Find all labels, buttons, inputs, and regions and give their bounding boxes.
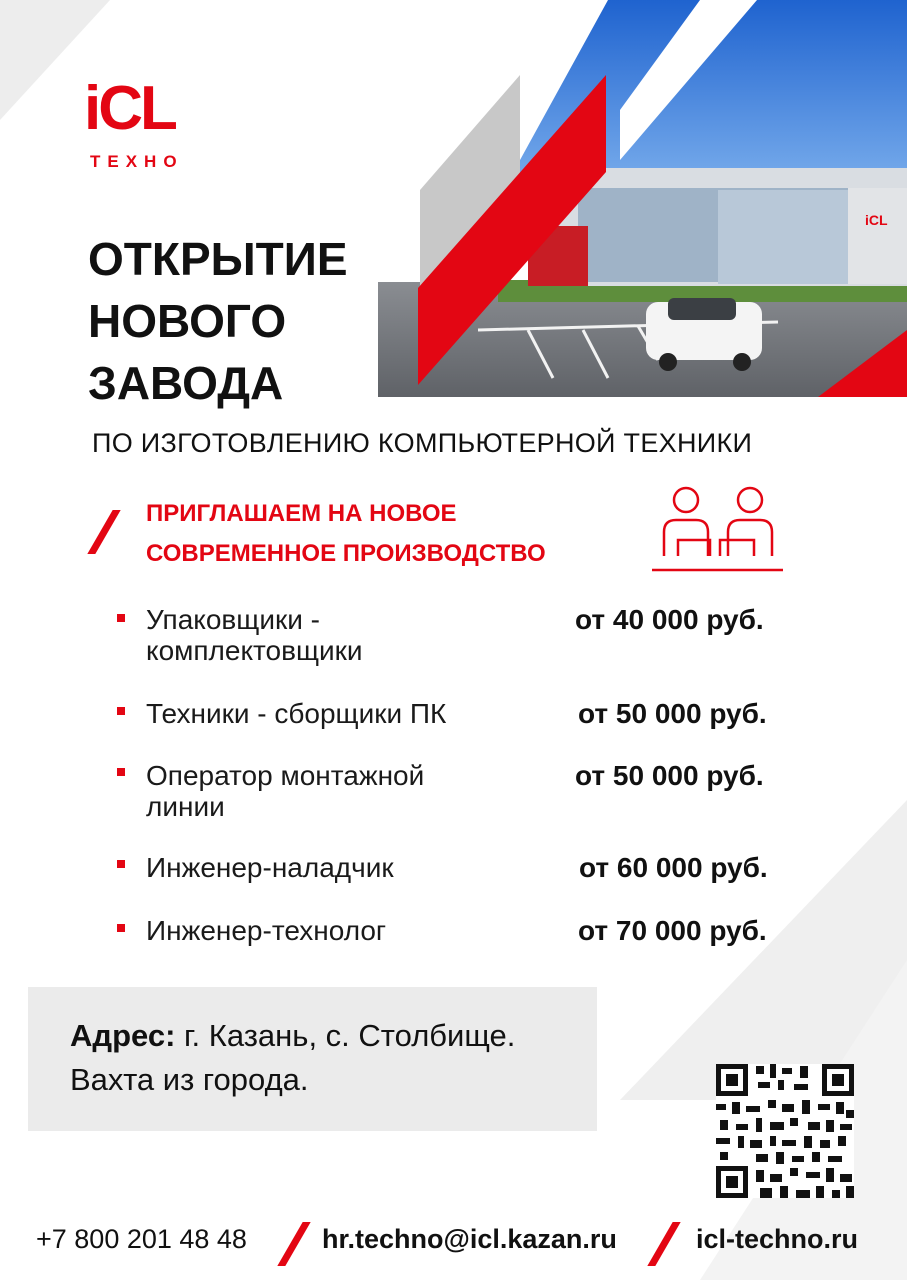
job-title-line: Упаковщики - — [146, 604, 320, 635]
job-title-line: Оператор монтажной — [146, 760, 425, 791]
subtitle: ПО ИЗГОТОВЛЕНИЮ КОМПЬЮТЕРНОЙ ТЕХНИКИ — [92, 428, 753, 458]
job-title-line: Инженер-технолог — [146, 915, 387, 946]
address — [70, 1014, 515, 1102]
bullet — [117, 924, 125, 932]
job-title-line: линии — [146, 791, 225, 822]
address-label: Адрес: — [70, 1018, 176, 1053]
headline-line: НОВОГО — [88, 295, 287, 347]
job-title-line: Техники - сборщики ПК — [146, 698, 447, 729]
two-workers-at-desks-icon — [650, 484, 785, 574]
job-salary: от 50 000 руб. — [575, 760, 764, 791]
logo: iCL — [84, 74, 175, 143]
job-title-line: Инженер-наладчик — [146, 852, 394, 883]
logo-subtitle: ТЕХНО — [90, 152, 184, 171]
job-salary: от 50 000 руб. — [578, 698, 767, 729]
bullet — [117, 860, 125, 868]
headline-line: ЗАВОДА — [88, 357, 284, 409]
invitation-line: ПРИГЛАШАЕМ НА НОВОЕ — [146, 500, 457, 527]
job-title-line: комплектовщики — [146, 635, 363, 666]
phone-number[interactable]: +7 800 201 48 48 — [36, 1224, 247, 1254]
invitation — [146, 494, 546, 574]
bullet — [117, 768, 125, 776]
job-title — [146, 915, 386, 946]
qr-code-icon[interactable] — [716, 1064, 854, 1198]
email-link[interactable]: hr.techno@icl.kazan.ru — [322, 1224, 617, 1254]
job-title — [146, 698, 446, 729]
bullet — [117, 614, 125, 622]
job-title — [146, 760, 424, 822]
building-sign: iCL — [865, 212, 888, 228]
headline-line: ОТКРЫТИЕ — [88, 233, 348, 285]
headline — [88, 228, 348, 414]
job-salary: от 40 000 руб. — [575, 604, 764, 635]
address-value: г. Казань, с. Столбище. — [175, 1018, 516, 1053]
job-salary: от 60 000 руб. — [579, 852, 768, 883]
address-note: Вахта из города. — [70, 1062, 309, 1097]
invitation-line: СОВРЕМЕННОЕ ПРОИЗВОДСТВО — [146, 540, 546, 567]
bullet — [117, 707, 125, 715]
job-salary: от 70 000 руб. — [578, 915, 767, 946]
website-link[interactable]: icl-techno.ru — [696, 1224, 859, 1254]
job-title — [146, 852, 394, 883]
job-title — [146, 604, 363, 666]
